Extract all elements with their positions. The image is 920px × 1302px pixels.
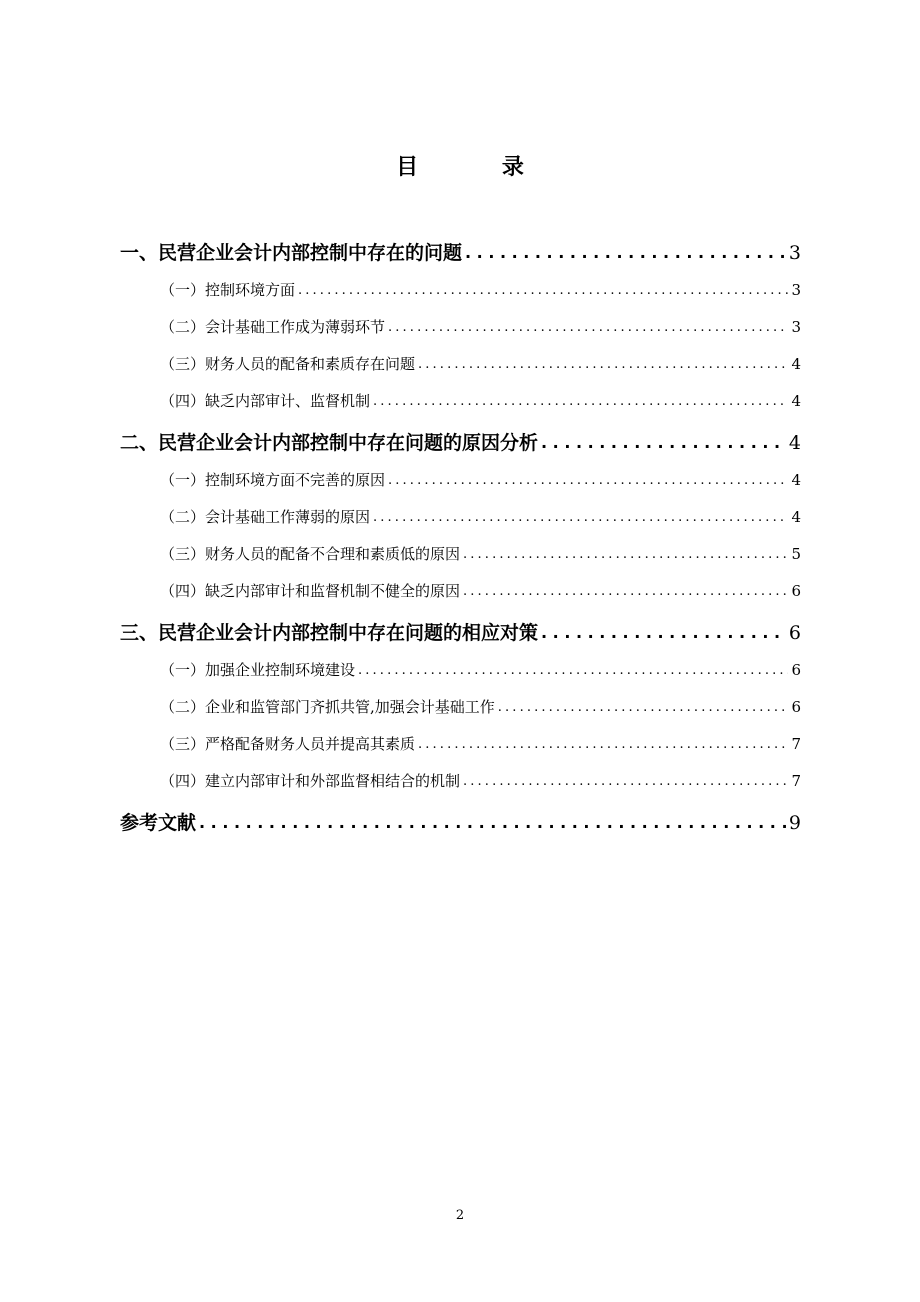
- toc-entry-label: （三）财务人员的配备不合理和素质低的原因: [160, 545, 461, 563]
- dot-leader: [418, 346, 788, 383]
- toc-entry-page: 4: [791, 471, 801, 489]
- dot-leader: [498, 689, 789, 726]
- toc-entry-page: 3: [788, 242, 801, 264]
- dot-leader: [373, 499, 788, 536]
- toc-entry-page: 6: [791, 698, 801, 716]
- toc-entry-page: 6: [791, 661, 801, 679]
- dot-leader: [298, 272, 788, 309]
- toc-entry-section-2-2[interactable]: [120, 499, 801, 536]
- toc-entry-page: 4: [791, 508, 801, 526]
- toc-entry-label: （四）缺乏内部审计、监督机制: [160, 392, 371, 410]
- toc-entry-section-2-4[interactable]: [120, 573, 801, 610]
- dot-leader: [463, 763, 788, 800]
- dot-leader: [358, 652, 788, 689]
- toc-entry-page: 9: [788, 812, 801, 834]
- toc-entry-label: （三）严格配备财务人员并提高其素质: [160, 735, 416, 753]
- toc-entry-section-2-1[interactable]: [120, 462, 801, 499]
- dot-leader: [541, 614, 786, 652]
- toc-entry-page: 3: [791, 318, 801, 336]
- toc-entry-chapter-2[interactable]: [120, 424, 801, 462]
- dot-leader: [373, 383, 788, 420]
- toc-entry-section-3-1[interactable]: [120, 652, 801, 689]
- toc-entry-label: （四）缺乏内部审计和监督机制不健全的原因: [160, 582, 461, 600]
- toc-entry-label: （四）建立内部审计和外部监督相结合的机制: [160, 772, 461, 790]
- dot-leader: [418, 726, 788, 763]
- toc-entry-page: 5: [791, 545, 801, 563]
- toc-entry-section-2-3[interactable]: [120, 536, 801, 573]
- toc-entry-page: 4: [791, 355, 801, 373]
- dot-leader: [199, 804, 786, 842]
- table-of-contents: [120, 230, 801, 842]
- toc-entry-chapter-1[interactable]: [120, 234, 801, 272]
- toc-entry-label: （二）企业和监管部门齐抓共管,加强会计基础工作: [160, 698, 495, 716]
- toc-entry-page: 7: [791, 772, 801, 790]
- toc-entry-page: 3: [791, 281, 801, 299]
- toc-entry-label: （一）加强企业控制环境建设: [160, 661, 356, 679]
- toc-entry-page: 7: [791, 735, 801, 753]
- toc-entry-chapter-3[interactable]: [120, 614, 801, 652]
- toc-entry-section-3-4[interactable]: [120, 763, 801, 800]
- toc-entry-section-1-1[interactable]: [120, 272, 801, 309]
- dot-leader: [388, 462, 788, 499]
- toc-entry-section-3-2[interactable]: [120, 689, 801, 726]
- dot-leader: [541, 424, 786, 462]
- toc-entry-section-1-3[interactable]: [120, 346, 801, 383]
- toc-entry-page: 4: [788, 432, 801, 454]
- toc-entry-label: （二）会计基础工作薄弱的原因: [160, 508, 371, 526]
- dot-leader: [465, 234, 786, 272]
- toc-entry-page: 6: [791, 582, 801, 600]
- toc-entry-references[interactable]: [120, 804, 801, 842]
- toc-entry-section-1-4[interactable]: [120, 383, 801, 420]
- toc-entry-label: （一）控制环境方面: [160, 281, 296, 299]
- toc-entry-label: （三）财务人员的配备和素质存在问题: [160, 355, 416, 373]
- toc-entry-label: 参考文献: [120, 812, 197, 834]
- page-number: 2: [455, 1208, 465, 1223]
- toc-entry-section-1-2[interactable]: [120, 309, 801, 346]
- dot-leader: [463, 536, 788, 573]
- dot-leader: [463, 573, 788, 610]
- dot-leader: [388, 309, 788, 346]
- toc-entry-label: 一、民营企业会计内部控制中存在的问题: [120, 242, 463, 264]
- toc-entry-section-3-3[interactable]: [120, 726, 801, 763]
- toc-title: 目 录: [396, 155, 562, 180]
- toc-entry-label: （一）控制环境方面不完善的原因: [160, 471, 386, 489]
- toc-entry-page: 4: [791, 392, 801, 410]
- toc-entry-page: 6: [788, 622, 801, 644]
- toc-entry-label: 二、民营企业会计内部控制中存在问题的原因分析: [120, 432, 539, 454]
- toc-entry-label: 三、民营企业会计内部控制中存在问题的相应对策: [120, 622, 539, 644]
- toc-entry-label: （二）会计基础工作成为薄弱环节: [160, 318, 386, 336]
